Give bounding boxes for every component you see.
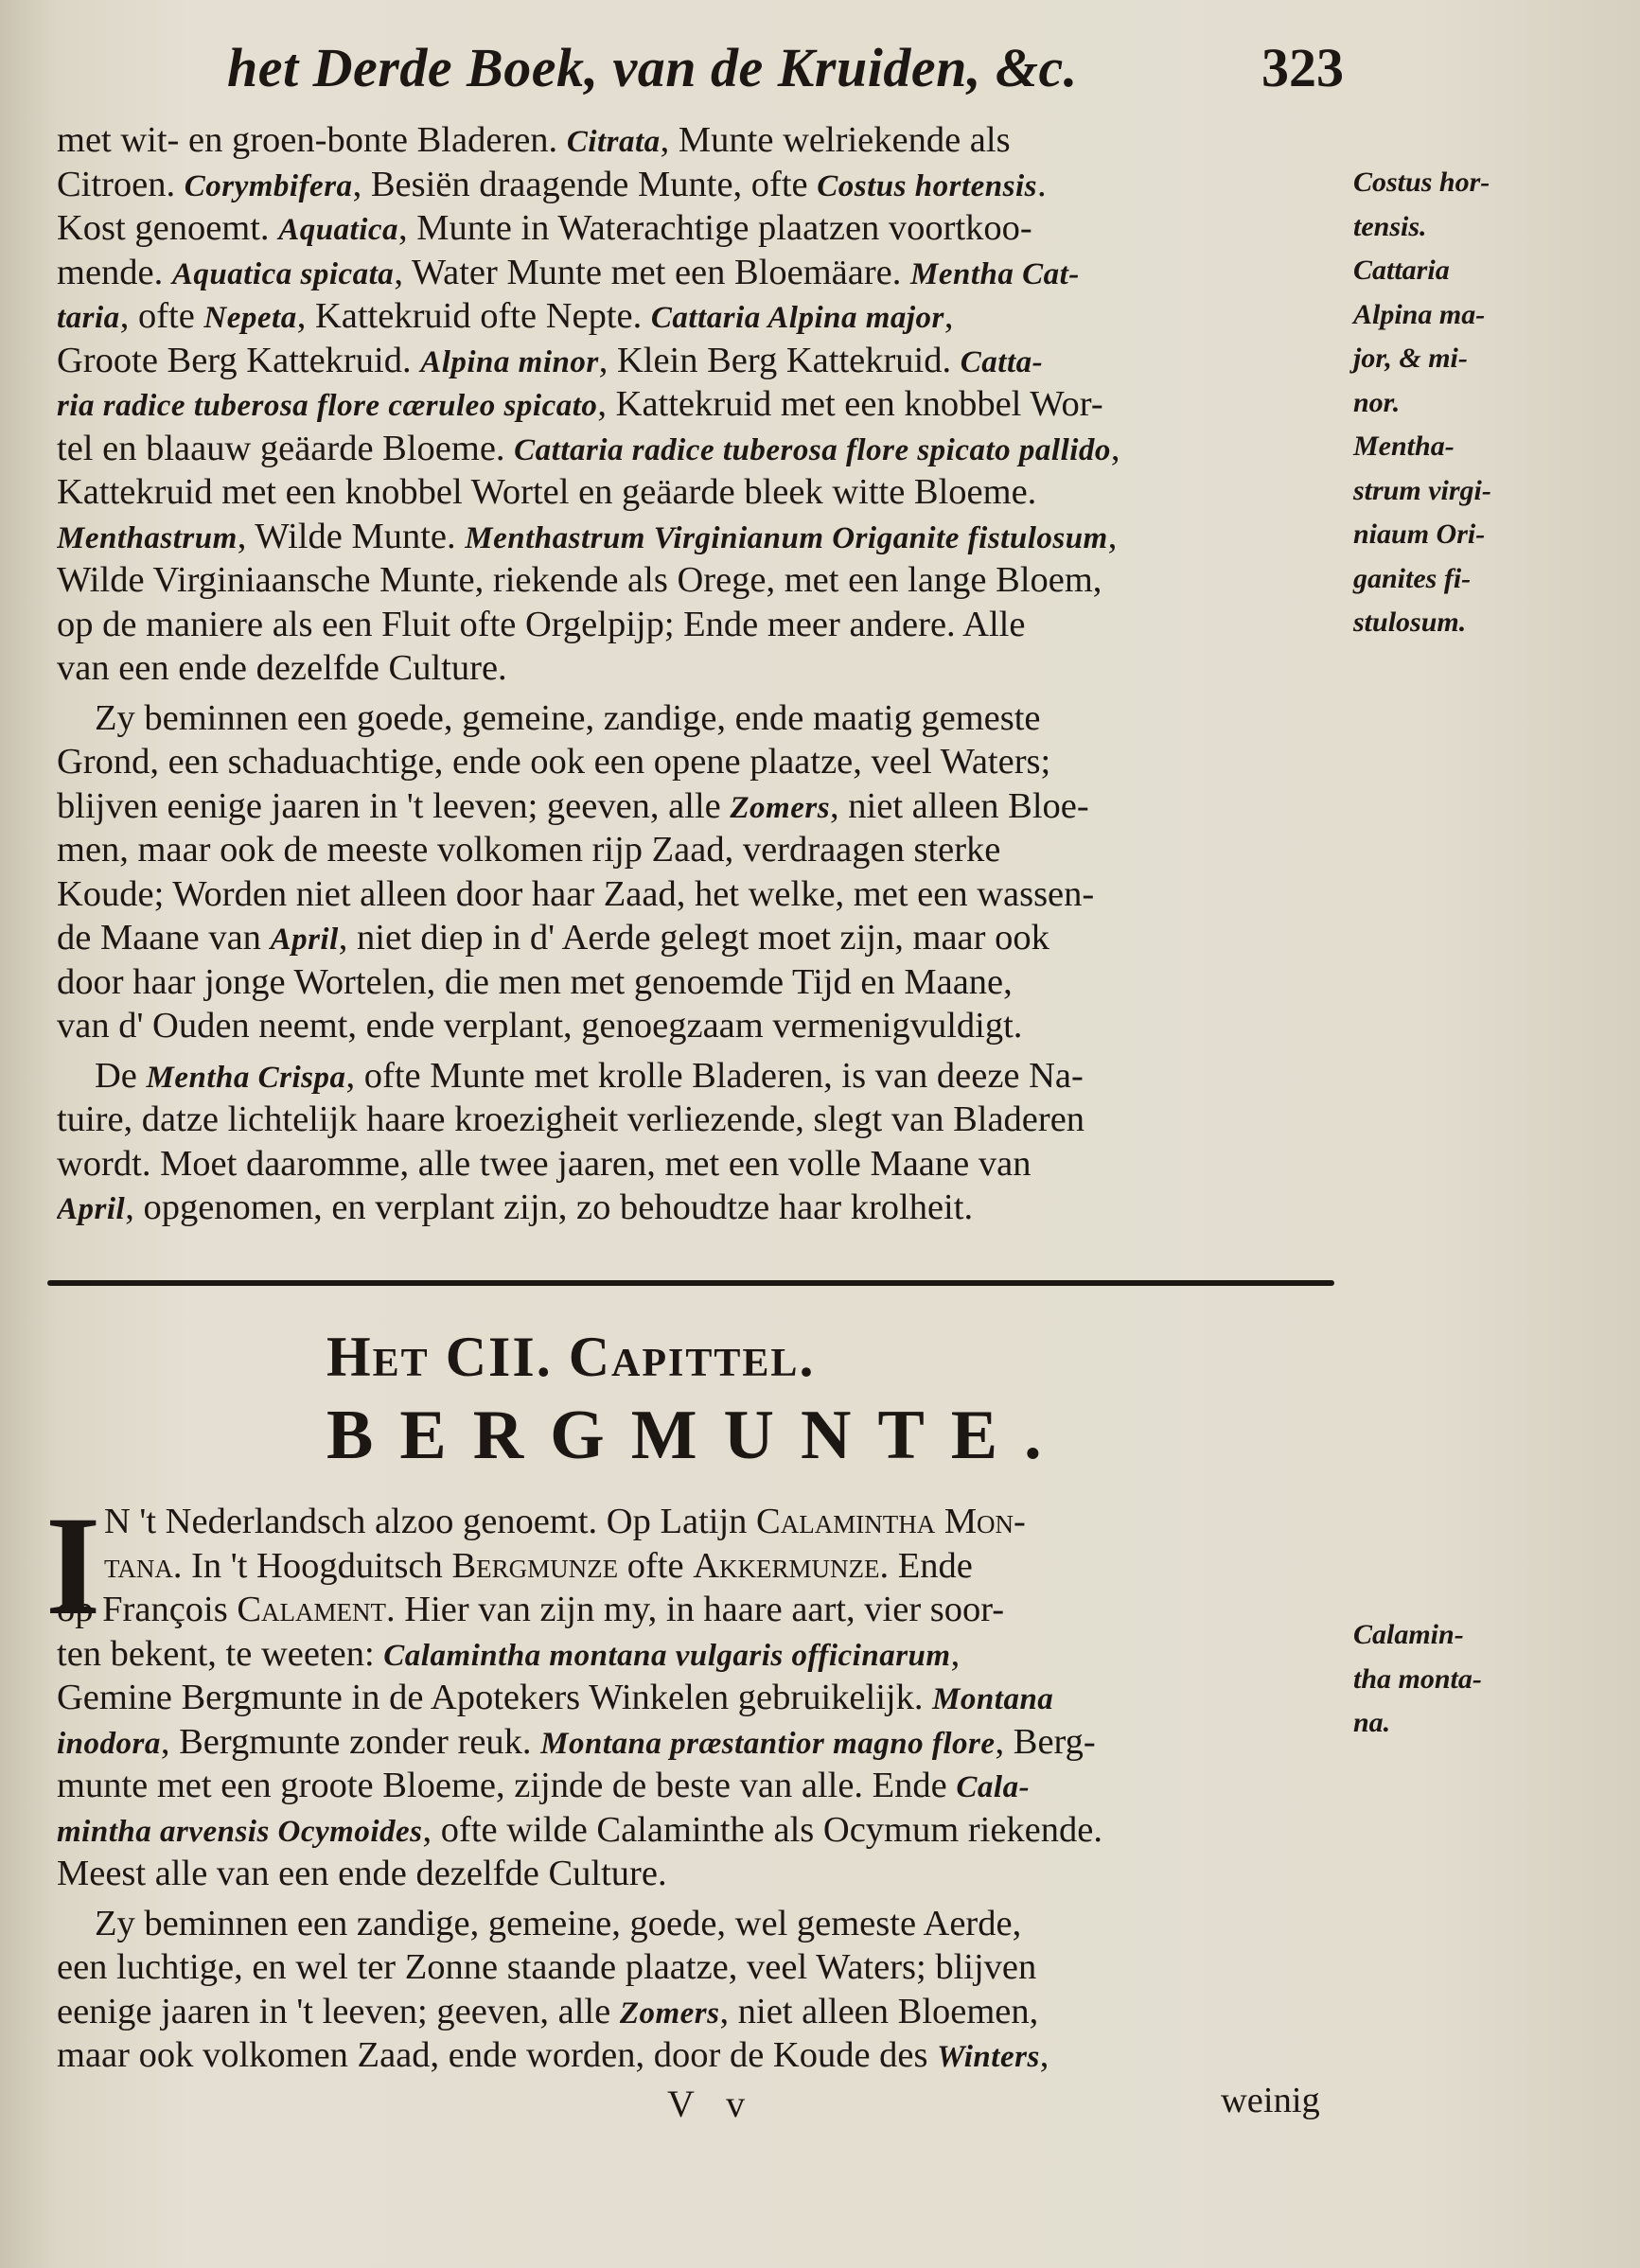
text-run: Bergmunze [451, 1545, 619, 1586]
text-run: op François [57, 1590, 238, 1629]
latin-name: Mentha Crispa [146, 1060, 346, 1095]
text-run: Grond, een schaduachtige, ende ook een opene plaatze, veel Waters; [57, 742, 1051, 782]
text-line [57, 427, 1349, 471]
text-run: . In 't Hoogduitsch [172, 1545, 452, 1586]
text-run: Kost genoemt. [57, 208, 279, 248]
text-line [57, 163, 1349, 207]
text-run: eenige jaaren in 't leeven; geeven, alle [57, 1991, 620, 2031]
text-run: Wilde Virginiaansche Munte, riekende als Orege, met een lange Bloem, [57, 560, 1102, 600]
margin-note-line: strum virgi- [1353, 474, 1491, 506]
text-line [57, 1945, 1349, 1990]
text-run: , opgenomen, en verplant zijn, zo behoudtze haar krolheit. [125, 1187, 974, 1227]
chapter-heading: Het CII. Capittel. [326, 1326, 816, 1388]
margin-note-line: ganites fi- [1353, 562, 1472, 594]
text-line [57, 294, 1349, 339]
section-text-mentha [57, 118, 1349, 1230]
text-run: , Wilde Munte. [237, 516, 466, 556]
latin-name: Zomers [730, 790, 831, 825]
text-line [57, 1004, 1349, 1048]
latin-name: Winters [937, 2040, 1040, 2074]
text-run: De [95, 1055, 147, 1096]
latin-name: Cala- [956, 1770, 1031, 1804]
text-line [57, 382, 1349, 427]
latin-name: Cattaria radice tuberosa flore spicato pallido [514, 432, 1111, 467]
margin-note-line: tensis. [1353, 210, 1427, 242]
text-line [57, 118, 1349, 163]
latin-name: Menthastrum [57, 520, 238, 555]
text-run: Kattekruid met een knobbel Wortel en geäarde bleek witte Bloeme. [57, 472, 1037, 512]
text-run: , Kattekruid met een knobbel Wor- [597, 384, 1103, 424]
latin-name: Aquatica spicata [171, 256, 395, 291]
margin-note-line: niaum Ori- [1353, 519, 1486, 550]
margin-note-line: stulosum. [1353, 607, 1467, 638]
latin-name: Aquatica [278, 213, 399, 247]
latin-name: Calamintha montana vulgaris officinarum [383, 1638, 951, 1673]
text-run: , ofte wilde Calaminthe als Ocymum riekende. [422, 1809, 1102, 1850]
text-line [57, 558, 1349, 603]
text-run: . [1036, 164, 1047, 204]
text-line [57, 916, 1349, 960]
text-run: Groote Berg Kattekruid. [57, 340, 421, 380]
text-line [57, 960, 1349, 1005]
text-run: van d' Ouden neemt, ende verplant, genoegzaam vermenigvuldigt. [57, 1006, 1023, 1046]
text-line [57, 646, 1349, 691]
text-run: , ofte Munte met krolle Bladeren, is van deeze Na- [345, 1055, 1084, 1096]
text-run: tel en blaauw geäarde Bloeme. [57, 428, 515, 468]
margin-note-line: nor. [1353, 386, 1401, 418]
text-run: mende. [57, 252, 172, 292]
latin-name: April [57, 1192, 126, 1226]
text-line [57, 740, 1349, 784]
text-line [57, 515, 1349, 559]
text-run: Meest alle van een ende dezelfde Culture. [57, 1854, 667, 1893]
text-run: men, maar ook de meeste volkomen rijp Zaad, verdraagen sterke [57, 830, 1001, 870]
text-run: een luchtige, en wel ter Zonne staande plaatze, veel Waters; blijven [57, 1947, 1037, 1987]
text-run: , Berg- [995, 1721, 1096, 1762]
text-run: . Hier van zijn my, in haare aart, vier soor- [386, 1590, 1005, 1629]
text-line [57, 1902, 1349, 1946]
latin-name: Mentha Cat- [910, 256, 1080, 291]
text-line [57, 251, 1349, 295]
margin-notes-calamintha [1353, 1613, 1628, 1746]
latin-name: Montana [932, 1682, 1054, 1716]
latin-name: Citrata [566, 125, 661, 159]
margin-note-line: na. [1353, 1707, 1391, 1738]
latin-name: Nepeta [203, 301, 297, 335]
text-line [57, 1808, 1349, 1853]
text-line [57, 206, 1349, 251]
latin-name: Costus hortensis [817, 168, 1037, 203]
text-run: Zy beminnen een goede, gemeine, zandige, ende maatig gemeste [95, 697, 1041, 738]
latin-name: mintha arvensis Ocymoides [57, 1814, 423, 1849]
margin-note-line: jor, & mi- [1353, 343, 1468, 374]
text-line [57, 1142, 1349, 1187]
text-run: , [943, 296, 954, 336]
latin-name: Cattaria Alpina major [650, 301, 944, 335]
latin-name: Zomers [619, 1995, 720, 2031]
page-number: 323 [1261, 37, 1344, 98]
text-run: de Maane van [57, 918, 271, 958]
text-run: N 't Nederlandsch alzoo genoemt. Op Latijn [104, 1502, 757, 1541]
text-run: Calament [237, 1590, 387, 1629]
text-line [57, 1676, 1349, 1720]
text-run: , Besiën draagende Munte, ofte [352, 164, 818, 204]
text-run: , niet diep in d' Aerde gelegt moet zijn, maar ook [338, 918, 1049, 958]
text-run: , [950, 1633, 961, 1674]
latin-name: Corymbifera [184, 168, 353, 203]
text-run: , Klein Berg Kattekruid. [598, 340, 961, 380]
latin-name: Catta- [960, 344, 1044, 379]
text-run: , [1110, 428, 1120, 468]
text-line [57, 872, 1349, 917]
text-run: Koude; Worden niet alleen door haar Zaad, het welke, met een wassen- [57, 873, 1095, 914]
text-run: , [1107, 516, 1118, 556]
margin-note-line: Costus hor- [1353, 167, 1490, 198]
section-divider-rule [47, 1280, 1334, 1286]
latin-name: ria radice tuberosa flore cæruleo spicato [57, 389, 598, 423]
chapter-title: BERGMUNTE. [326, 1397, 1068, 1474]
text-run: , Bergmunte zonder reuk. [160, 1721, 541, 1762]
text-run: , Munte in Waterachtige plaatzen voortkoo- [398, 208, 1032, 248]
text-run: Akkermunze [693, 1545, 880, 1586]
text-line [57, 1588, 1349, 1632]
latin-name: taria [57, 301, 120, 335]
text-line [57, 1054, 1349, 1099]
running-title: het Derde Boek, van de Kruiden, &c. [227, 37, 1078, 98]
text-line [57, 696, 1349, 741]
text-run: , niet alleen Bloemen, [719, 1991, 1039, 2031]
text-line [57, 1852, 1349, 1896]
margin-note-line: Cattaria [1353, 255, 1450, 286]
text-line [57, 784, 1349, 829]
text-run: , ofte [119, 296, 204, 336]
text-line [57, 603, 1349, 647]
text-line [57, 2033, 1349, 2078]
page-header [227, 36, 1344, 112]
latin-name: Alpina minor [420, 344, 599, 379]
catchword: weinig [1221, 2081, 1320, 2120]
text-run: maar ook volkomen Zaad, ende worden, door de Koude des [57, 2035, 938, 2075]
text-line [57, 339, 1349, 383]
margin-note-line: Calamin- [1353, 1619, 1464, 1650]
drop-cap: I [45, 1487, 101, 1644]
margin-note-line: Alpina ma- [1353, 298, 1486, 330]
text-line [57, 1186, 1349, 1230]
text-run: Gemine Bergmunte in de Apotekers Winkelen gebruikelijk. [57, 1678, 933, 1717]
text-run: met wit- en groen-bonte Bladeren. [57, 120, 567, 160]
text-run: , Water Munte met een Bloemäare. [394, 252, 910, 292]
text-run: blijven eenige jaaren in 't leeven; geeven, alle [57, 785, 731, 826]
text-run: tuire, datze lichtelijk haare kroezigheit verliezende, slegt van Bladeren [57, 1099, 1085, 1139]
text-line [57, 1990, 1349, 2034]
text-run: ofte [618, 1545, 694, 1586]
latin-name: inodora [57, 1726, 161, 1761]
latin-name: April [270, 923, 339, 957]
text-run: , [1039, 2035, 1049, 2075]
text-line [57, 470, 1349, 515]
text-line [57, 1764, 1349, 1808]
text-run: Calamintha Mon- [756, 1502, 1026, 1541]
text-line [57, 1720, 1349, 1765]
section-text-bergmunte [57, 1500, 1349, 2078]
text-run: munte met een groote Bloeme, zijnde de beste van alle. Ende [57, 1766, 957, 1805]
latin-name: Montana præstantior magno flore [540, 1726, 996, 1761]
latin-name: Menthastrum Virginianum Origanite fistulosum [465, 520, 1108, 555]
text-run: van een ende dezelfde Culture. [57, 648, 507, 688]
text-run: tana [104, 1545, 173, 1586]
signature-mark: V v [667, 2083, 757, 2125]
text-line [57, 828, 1349, 872]
text-run: Zy beminnen een zandige, gemeine, goede, wel gemeste Aerde, [95, 1903, 1022, 1943]
text-run: Citroen. [57, 164, 185, 204]
text-run: op de maniere als een Fluit ofte Orgelpijp; Ende meer andere. Alle [57, 604, 1026, 644]
text-run: ten bekent, te weeten: [57, 1633, 384, 1674]
text-line [57, 1500, 1349, 1544]
text-line [57, 1098, 1349, 1142]
margin-note-line: tha monta- [1353, 1662, 1482, 1695]
text-line [57, 1544, 1349, 1589]
text-line [57, 1632, 1349, 1677]
text-run: wordt. Moet daaromme, alle twee jaaren, met een volle Maane van [57, 1143, 1032, 1184]
text-run: door haar jonge Wortelen, die men met genoemde Tijd en Maane, [57, 961, 1013, 1002]
text-run: , niet alleen Bloe- [830, 785, 1089, 826]
text-run: , Kattekruid ofte Nepte. [296, 296, 651, 336]
margin-note-line: Mentha- [1353, 431, 1455, 462]
margin-notes-mentha [1353, 161, 1628, 645]
text-run: . Ende [879, 1545, 973, 1586]
text-run: , Munte welriekende als [660, 120, 1011, 160]
